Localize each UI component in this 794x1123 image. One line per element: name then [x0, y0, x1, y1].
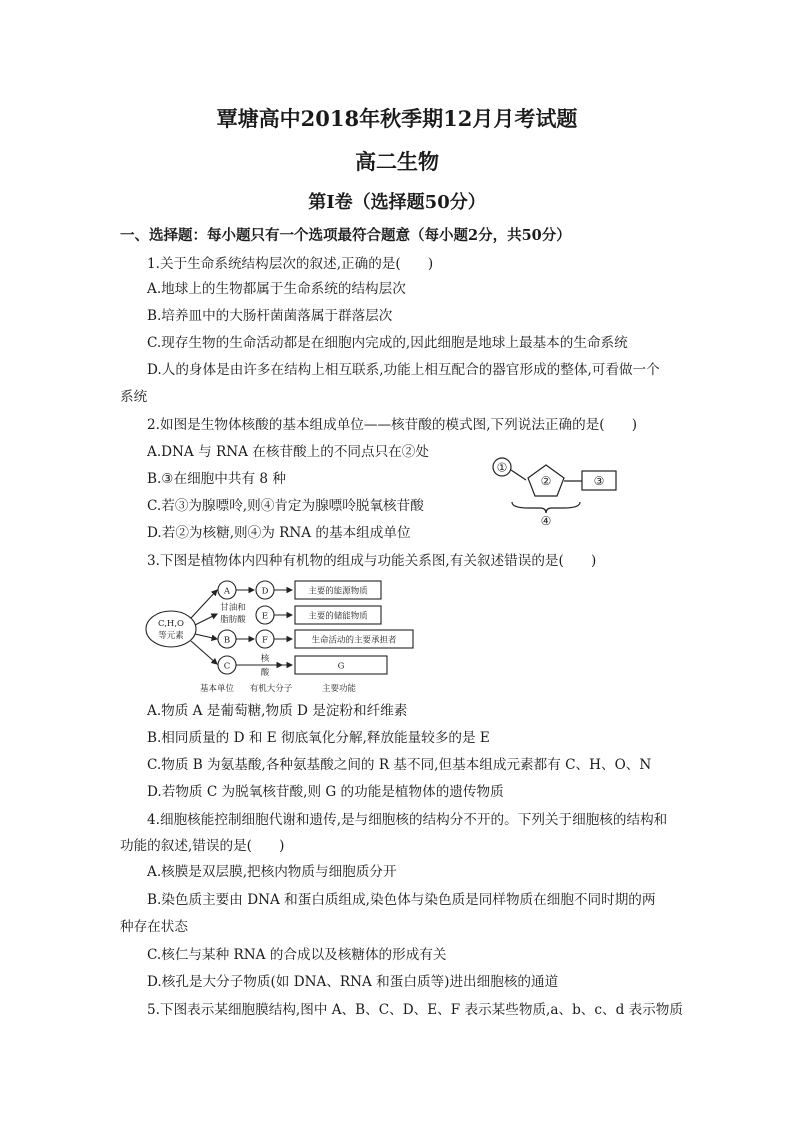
q1-option-c: C.现存生物的生命活动都是在细胞内完成的,因此细胞是地球上最基本的生命系统 [147, 335, 628, 351]
q2-option-c: C.若③为腺嘌呤,则④肯定为腺嘌呤脱氧核苷酸 [147, 498, 424, 514]
q1-option-d-cont: 系统 [120, 389, 148, 405]
q1-option-a: A.地球上的生物都属于生命系统的结构层次 [147, 281, 406, 297]
volume-title: 第Ⅰ卷（选择题50分） [308, 192, 486, 213]
node-e-label: E [261, 611, 269, 622]
organic-matter-diagram [147, 577, 417, 697]
node-a-label: A [223, 586, 231, 597]
label-2: ② [540, 474, 552, 488]
q4-stem: 4.细胞核能控制细胞代谢和遗传,是与细胞核的结构分不开的。下列关于细胞核的结构和 [147, 812, 668, 828]
func-e-text: 主要的储能物质 [308, 611, 368, 622]
exam-title: 覃塘高中2018年秋季期12月月考试题 [216, 106, 578, 131]
q4-option-b-cont: 种存在状态 [120, 919, 188, 935]
func-f-text: 生命活动的主要承担者 [311, 635, 397, 646]
func-g-text: G [337, 661, 345, 672]
label-1: ① [496, 460, 508, 475]
elements-label-2: 等元素 [158, 631, 184, 641]
caption-basic-unit: 基本单位 [199, 684, 235, 694]
elements-label-1: C,H,O [158, 619, 184, 629]
node-c-label: C [223, 661, 231, 672]
q1-option-d: D.人的身体是由许多在结构上相互联系,功能上相互配合的器官形成的整体,可看做一个 [147, 362, 660, 378]
q1-option-b: B.培养皿中的大肠杆菌菌落属于群落层次 [147, 308, 393, 324]
q5-stem: 5.下图表示某细胞膜结构,图中 A、B、C、D、E、F 表示某些物质,a、b、c、d 表示物质 [147, 1002, 683, 1018]
nucleotide-brace [512, 502, 580, 513]
q3-option-a: A.物质 A 是葡萄糖,物质 D 是淀粉和纤维素 [147, 703, 408, 719]
nucleic-label-1: 核 [260, 654, 270, 664]
func-d-text: 主要的能源物质 [308, 586, 368, 597]
glycerol-label-1: 甘油和 [220, 603, 246, 613]
q3-option-c: C.物质 B 为氨基酸,各种氨基酸之间的 R 基不同,但基本组成元素都有 C、H、O、N [147, 757, 652, 773]
q3-stem: 3.下图是植物体内四种有机物的组成与功能关系图,有关叙述错误的是( ) [147, 553, 597, 569]
q1-stem: 1.关于生命系统结构层次的叙述,正确的是( ) [147, 256, 434, 272]
caption-main-function: 主要功能 [321, 684, 357, 694]
glycerol-label-2: 脂肪酸 [220, 615, 246, 625]
elements-ellipse [146, 611, 196, 647]
q4-option-c: C.核仁与某种 RNA 的合成以及核糖体的形成有关 [147, 947, 447, 963]
nucleic-label-2: 酸 [260, 668, 270, 678]
q2-stem: 2.如图是生物体核酸的基本组成单位——核苷酸的模式图,下列说法正确的是( ) [147, 417, 638, 433]
node-f-label: F [262, 635, 268, 646]
section-heading: 一、选择题：每小题只有一个选项最符合题意（每小题2分，共50分） [120, 227, 571, 244]
q2-option-d: D.若②为核糖,则④为 RNA 的基本组成单位 [147, 525, 411, 541]
node-b-label: B [223, 635, 231, 646]
subject-title: 高二生物 [355, 149, 439, 174]
caption-macromolecule: 有机大分子 [249, 684, 293, 694]
label-4: ④ [540, 514, 552, 528]
q3-option-b: B.相同质量的 D 和 E 彻底氧化分解,释放能量较多的是 E [147, 730, 490, 746]
q2-option-a: A.DNA 与 RNA 在核苷酸上的不同点只在②处 [147, 444, 429, 460]
node-d-label: D [261, 586, 269, 597]
q4-option-b: B.染色质主要由 DNA 和蛋白质组成,染色体与染色质是同样物质在细胞不同时期的两 [147, 892, 656, 908]
label-3: ③ [593, 474, 605, 488]
q4-option-a: A.核膜是双层膜,把核内物质与细胞质分开 [147, 864, 397, 880]
q4-option-d: D.核孔是大分子物质(如 DNA、RNA 和蛋白质等)进出细胞核的通道 [147, 974, 559, 990]
nucleotide-diagram [488, 455, 628, 527]
q4-stem-cont: 功能的叙述,错误的是( ) [120, 838, 285, 854]
q2-option-b: B.③在细胞中共有 8 种 [147, 471, 286, 487]
q3-option-d: D.若物质 C 为脱氧核苷酸,则 G 的功能是植物体的遗传物质 [147, 784, 504, 800]
